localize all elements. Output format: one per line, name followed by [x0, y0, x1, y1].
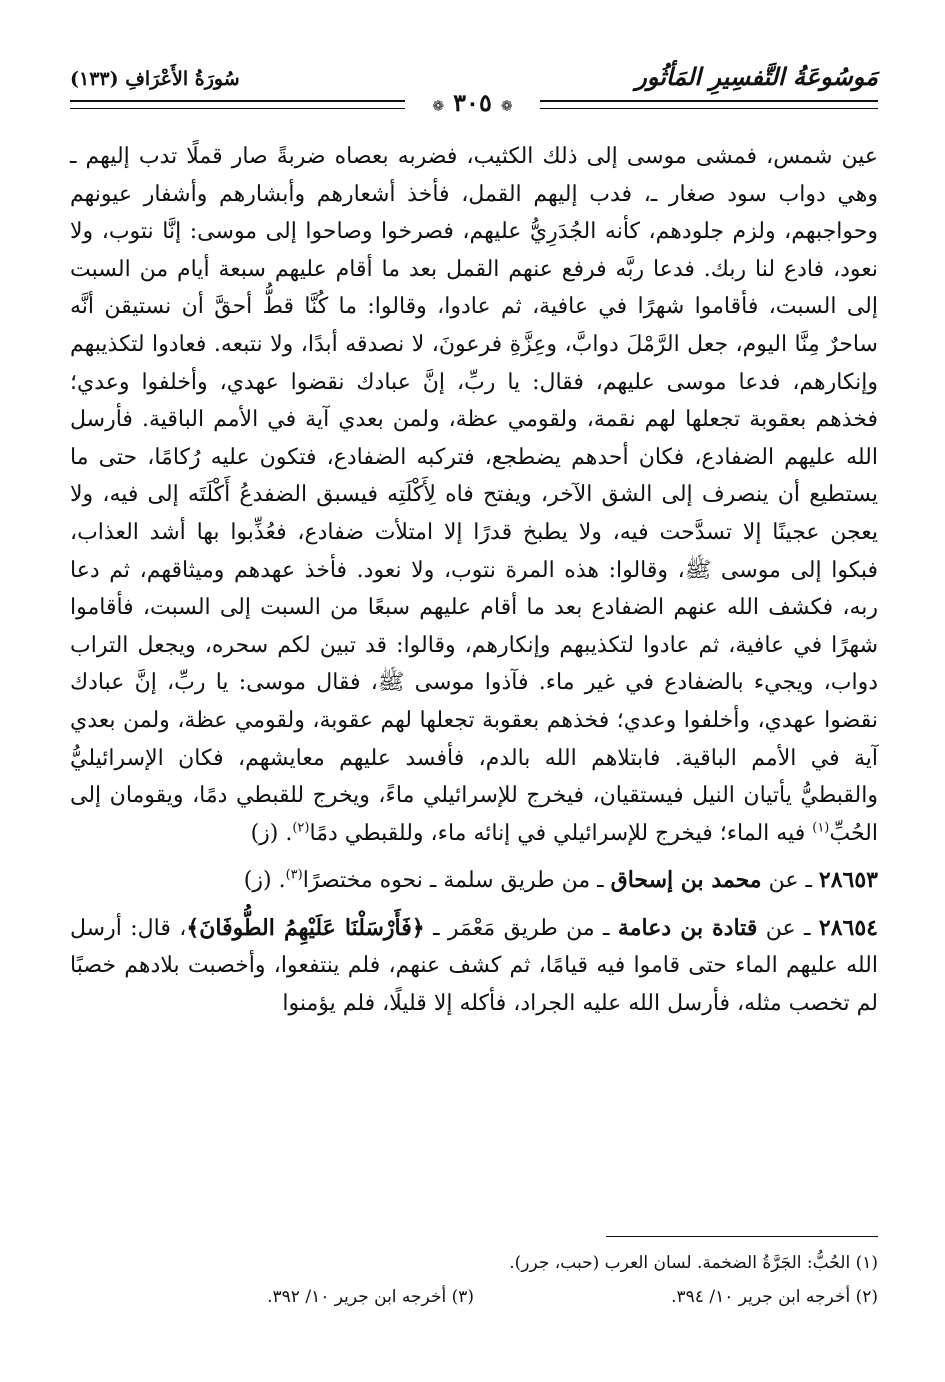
footnote-separator — [606, 1236, 878, 1237]
paragraph-entry-28654 — [70, 910, 878, 1023]
entry-number: ٢٨٦٥٣ — [818, 867, 878, 894]
footnote-2: (٢) أخرجه ابن جرير ١٠/ ٣٩٤. — [671, 1287, 878, 1307]
footnote-ref-1[interactable]: (١) — [812, 820, 830, 836]
footnote-ref-3[interactable]: (٣) — [285, 867, 303, 883]
book-title: مَوسُوعَةُ التَّفسِيرِ المَأثُور — [635, 62, 878, 91]
quran-verse: ﴿فَأَرْسَلْنَا عَلَيْهِمُ الطُّوفَانَ﴾ — [186, 914, 425, 941]
entry-text: ، قال: أرسل الله عليهم الماء حتى قاموا فيه قيامًا، ثم كشف عنهم، فلم ينتفعوا، وأخصبت بلادهم خصبًا لم تخصب مثله، فأرسل الله عليه الجراد، فأكله إلا قليلًا، فلم يؤمنوا — [70, 915, 878, 1017]
footnote-row — [70, 1246, 878, 1280]
surah-title: سُورَةُ الأَعْرَافِ (١٣٣) — [70, 68, 240, 90]
entry-pre: ـ عن — [761, 868, 819, 894]
entry-source-tag: . (ز) — [243, 868, 286, 894]
footnote-ref-2[interactable]: (٢) — [292, 820, 310, 836]
footnotes — [70, 1246, 878, 1314]
narration-text-cont: فيه الماء؛ فيخرج للإسرائيلي في إنائه ماء، وللقبطي دمًا — [309, 820, 813, 846]
paragraph-continued-narration — [70, 138, 878, 852]
narrator-name: قتادة بن دعامة — [617, 914, 758, 941]
ornament-right-icon: ❁ — [500, 98, 513, 115]
narration-text: عين شمس، فمشى موسى إلى ذلك الكثيب، فضربه بعصاه ضربةً صار قملًا تدب إليهم ـ وهي دواب سود صغار ـ، فدب إليهم القمل، فأخذ أشعارهم وأبشارهم وأشفار عيونهم وحواجبهم، ولزم جلودهم، كأنه الجُدَرِيُّ عليهم، فصرخوا وصاحوا إلى موسى: إنَّا نتوب، ولا نعود، فادع لنا ربك. فدعا ربَّه فرفع عنهم القمل بعد ما أقام عليهم سبعة أيام من السبت إلى السبت، فأقاموا شهرًا في عافية، ثم عادوا، وقالوا: ما كُنَّا قطُّ أحقَّ أن نستيقن أنَّه ساحرٌ مِنَّا اليوم، جعل الرَّمْلَ دوابَّ، وعِزَّةِ فرعونَ، لا نصدقه أبدًا، ولا نتبعه. فعادوا لتكذيبهم وإنكارهم، فدعا موسى عليهم، فقال: يا ربِّ، إنَّ عبادك نقضوا عهدي، وأخلفوا وعدي؛ فخذهم بعقوبة تجعلها لهم نقمة، ولقومي عظة، ولمن بعدي آية في الأمم الباقية. فأرسل الله عليهم الضفادع، فكان أحدهم يضطجع، فتركبه الضفادع، فتكون عليه رُكامًا، حتى ما يستطيع أن ينصرف إلى الشق الآخر، ويفتح فاه لِأَكْلَتِه فيسبق الضفدعُ أَكْلَتَه إلى فيه، ولا يعجن عجينًا إلا تسدَّحت فيه، ولا يطبخ قدرًا إلا امتلأت ضفادع، فعُذِّبوا بها أشد العذاب، فبكوا إلى موسى ﷺ، وقالوا: هذه المرة نتوب، ولا نعود. فأخذ عهدهم وميثاقهم، ثم دعا ربه، فكشف الله عنهم الضفادع بعد ما أقام عليهم سبعًا من السبت إلى السبت، فأقاموا شهرًا في عافية، ثم عادوا لتكذيبهم وإنكارهم، وقالوا: قد تبين لكم سحره، ويجعل التراب دواب، ويجيء بالضفادع في غير ماء. فآذوا موسى ﷺ، فقال موسى: يا ربِّ، إنَّ عبادك نقضوا عهدي، وأخلفوا وعدي؛ فخذهم بعقوبة تجعلها لهم عقوبة، ولقومي عظة، ولمن بعدي آية في الأمم الباقية. فابتلاهم الله بالدم، فأفسد عليهم معايشهم، فكان الإسرائيليُّ والقبطيُّ يأتيان النيل فيستقيان، فيخرج للإسرائيلي ماءً، ويخرج للقبطي دمًا، ويقومان إلى الحُبِّ — [70, 144, 878, 846]
narrator-name: محمد بن إسحاق — [610, 867, 762, 894]
footnote-3: (٣) أخرجه ابن جرير ١٠/ ٣٩٢. — [267, 1287, 474, 1307]
entry-number: ٢٨٦٥٤ — [818, 914, 878, 941]
ornament-left-icon: ❁ — [432, 98, 445, 115]
narration-source-tag: . (ز) — [250, 820, 293, 846]
footnote-1: (١) الحُبُّ: الجَرَّةُ الضخمة. لسان العرب (حبب، جرر). — [509, 1253, 878, 1273]
page-number-box — [405, 88, 540, 118]
paragraph-entry-28653 — [70, 862, 878, 900]
main-text — [70, 138, 878, 1023]
entry-pre: ـ عن — [757, 915, 819, 941]
page-number: ٣٠٥ — [453, 88, 492, 117]
entry-post: ـ من طريق سلمة ـ نحوه مختصرًا — [302, 868, 611, 894]
entry-post: ـ من طريق مَعْمَر ـ — [424, 915, 618, 941]
footnote-row — [70, 1280, 878, 1314]
